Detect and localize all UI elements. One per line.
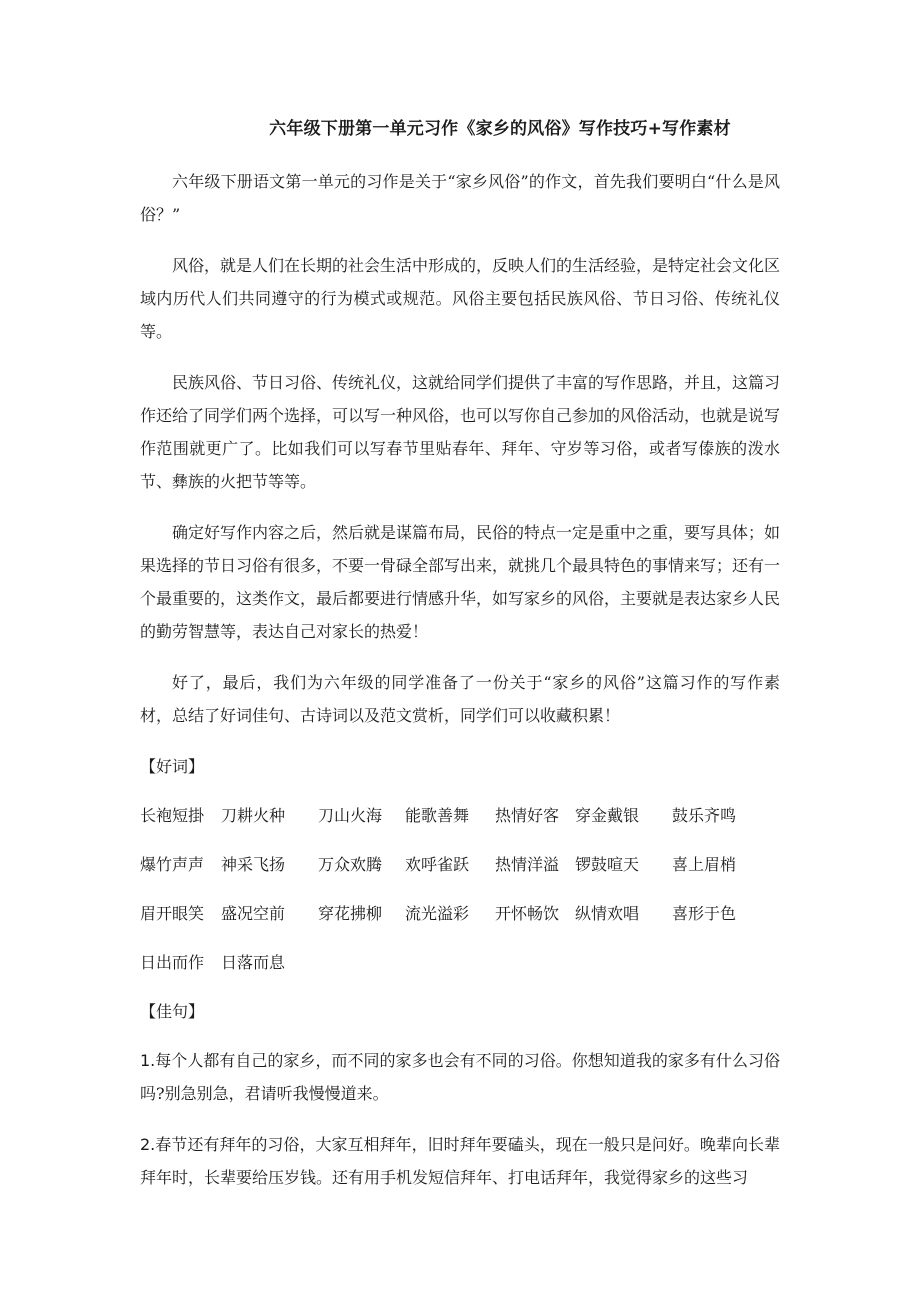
good-words-heading: 【好词】 [140,757,205,776]
sentence-item [140,1044,780,1110]
word-item: 热情好客 [495,806,560,825]
document-body [140,165,780,1212]
good-sentences-heading: 【佳句】 [140,1002,205,1021]
paragraph-structure: 确定好写作内容之后，然后就是谋篇布局，民俗的特点一定是重中之重，要写具体；如果选择的节日习俗有很多，不要一骨碌全部写出来，就挑几个最具特色的事情来写；还有一个最重要的，这类作文，最后都要进行情感升华，如写家乡的风俗，主要就是表达家乡人民的勤劳智慧等，表达自己对家长的热爱！ [140,523,781,641]
word-row [140,946,780,979]
word-item: 盛况空前 [221,904,286,923]
word-item: 热情洋溢 [495,855,560,874]
document-title: 六年级下册第一单元习作《家乡的风俗》写作技巧+写作素材 [269,119,731,139]
sentence-text: 春节还有拜年的习俗，大家互相拜年，旧时拜年要磕头，现在一般只是问好。晚辈向长辈拜年时，长辈要给压岁钱。还有用手机发短信拜年、打电话拜年，我觉得家乡的这些习 [140,1135,780,1187]
word-item: 万众欢腾 [318,855,383,874]
paragraph-ideas: 民族风俗、节日习俗、传统礼仪，这就给同学们提供了丰富的写作思路，并且，这篇习作还给了同学们两个选择，可以写一种风俗，也可以写你自己参加的风俗活动，也就是说写作范围就更广了。比如我们可以写春节里贴春年、拜年、守岁等习俗，或者写傣族的泼水节、彝族的火把节等等。 [140,373,781,491]
word-item: 神采飞扬 [221,855,286,874]
word-item: 刀山火海 [318,806,383,825]
sentence-item [140,1128,780,1194]
word-item: 鼓乐齐鸣 [672,806,737,825]
word-item: 长袍短掛 [140,806,205,825]
word-item: 日出而作 [140,953,205,972]
word-item: 日落而息 [221,953,286,972]
word-item: 流光溢彩 [405,904,470,923]
paragraph-definition: 风俗，就是人们在长期的社会生活中形成的，反映人们的生活经验，是特定社会文化区域内历代人们共同遵守的行为模式或规范。风俗主要包括民族风俗、节日习俗、传统礼仪等。 [140,256,781,341]
word-item: 眉开眼笑 [140,904,205,923]
sentence-text: 每个人都有自己的家乡，而不同的家多也会有不同的习俗。你想知道我的家多有什么习俗吗?别急别急，君请听我慢慢道来。 [140,1051,780,1103]
word-item: 纵情欢唱 [575,904,640,923]
word-item: 穿花拂柳 [318,904,383,923]
sentence-number: 1. [140,1051,156,1070]
word-item: 锣鼓喧天 [575,855,640,874]
word-item: 欢呼雀跃 [405,855,470,874]
word-item: 能歌善舞 [405,806,470,825]
word-row [140,848,780,881]
paragraph-intro: 六年级下册语文第一单元的习作是关于“家乡风俗”的作文，首先我们要明白“什么是风俗？” [140,172,780,224]
word-item: 喜形于色 [672,904,737,923]
word-row [140,897,780,930]
paragraph-materials: 好了，最后，我们为六年级的同学准备了一份关于“家乡的风俗”这篇习作的写作素材，总结了好词佳句、古诗词以及范文赏析，同学们可以收藏积累！ [140,673,780,725]
word-item: 开怀畅饮 [495,904,560,923]
good-words-list [140,799,780,979]
sentence-number: 2. [140,1135,156,1154]
word-item: 喜上眉梢 [672,855,737,874]
word-row [140,799,780,832]
word-item: 爆竹声声 [140,855,205,874]
word-item: 刀耕火种 [221,806,286,825]
word-item: 穿金戴银 [575,806,640,825]
